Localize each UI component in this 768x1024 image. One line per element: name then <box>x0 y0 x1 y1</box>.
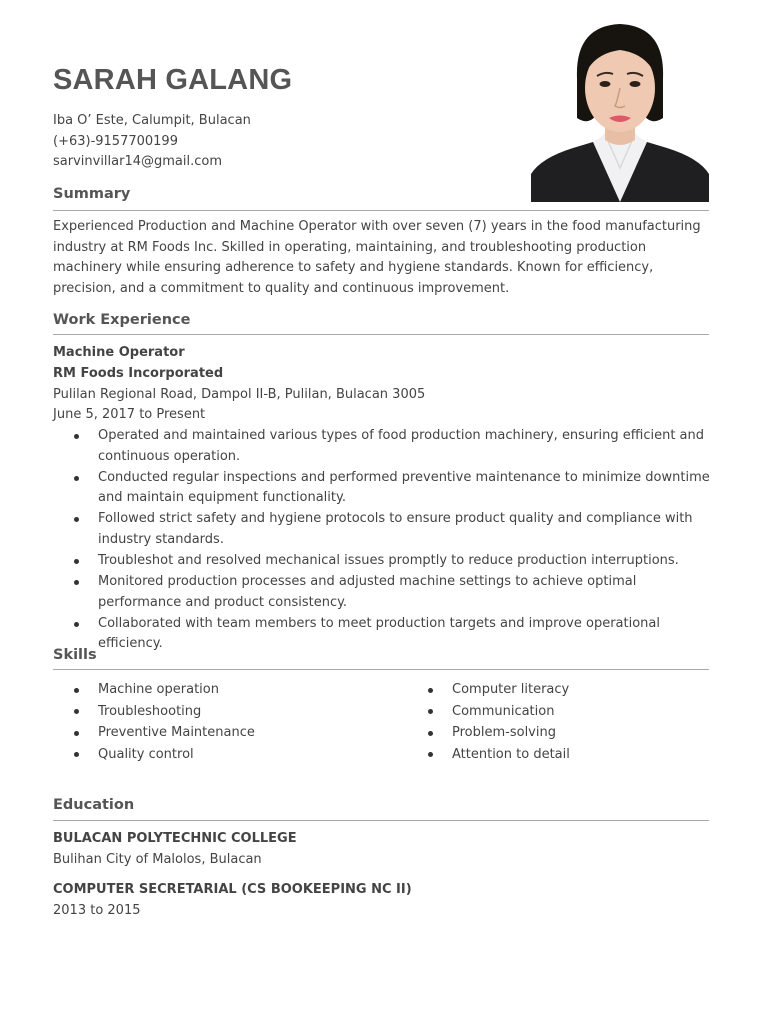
bullet-icon <box>74 688 79 693</box>
education-entry-school <box>53 829 297 871</box>
summary-text: Experienced Production and Machine Operator with over seven (7) years in the food manufacturing industry at RM Foods Inc. Skilled in operating, maintaining, and troubleshooting production machinery while ensuring adherence to safety and hygiene standards. Known for efficiency, precision, and a commitment to quality and continuous improvement. <box>53 219 701 296</box>
list-item: Conducted regular inspections and performed preventive maintenance to minimize downtime and maintain equipment functionality. <box>74 468 719 509</box>
bullet-icon <box>74 559 79 564</box>
profile-photo <box>531 18 709 202</box>
list-item: Computer literacy <box>428 679 570 701</box>
list-item: Quality control <box>74 744 255 766</box>
bullet-icon <box>74 580 79 585</box>
list-item: Operated and maintained various types of food production machinery, ensuring efficient and continuous operation. <box>74 426 719 467</box>
company-location: Pulilan Regional Road, Dampol II-B, Pulilan, Bulacan 3005 <box>53 386 426 402</box>
candidate-name: SARAH GALANG <box>53 64 293 96</box>
work-experience-heading: Work Experience <box>53 312 191 328</box>
skills-heading: Skills <box>53 647 97 663</box>
list-item: Preventive Maintenance <box>74 722 255 744</box>
skills-divider <box>53 669 709 670</box>
bullet-icon <box>428 709 433 714</box>
bullet-icon <box>428 731 433 736</box>
list-item: Monitored production processes and adjusted machine settings to achieve optimal performance and product consistency. <box>74 572 719 613</box>
phone: (+63)-9157700199 <box>53 133 178 149</box>
course-years: 2013 to 2015 <box>53 902 141 918</box>
job-details <box>53 343 425 426</box>
bullet-icon <box>74 752 79 757</box>
school-name: BULACAN POLYTECHNIC COLLEGE <box>53 831 297 846</box>
education-divider <box>53 820 709 821</box>
address: Iba O’ Este, Calumpit, Bulacan <box>53 113 251 128</box>
school-location: Bulihan City of Malolos, Bulacan <box>53 851 262 867</box>
job-dates: June 5, 2017 to Present <box>53 407 206 423</box>
bullet-icon <box>428 688 433 693</box>
bullet-icon <box>74 709 79 714</box>
education-heading: Education <box>53 797 135 813</box>
list-item: Followed strict safety and hygiene protocols to ensure product quality and compliance with industry standards. <box>74 509 719 550</box>
job-title: Machine Operator <box>53 345 185 360</box>
bullet-icon <box>74 517 79 522</box>
list-item: Attention to detail <box>428 744 570 766</box>
course-name: COMPUTER SECRETARIAL (CS BOOKEEPING NC II) <box>53 882 412 897</box>
bullet-icon <box>74 731 79 736</box>
list-item: Collaborated with team members to meet production targets and improve operational efficiency. <box>74 614 719 655</box>
bullet-icon <box>428 752 433 757</box>
list-item: Troubleshooting <box>74 701 255 723</box>
list-item: Machine operation <box>74 679 255 701</box>
email: sarvinvillar14@gmail.com <box>53 154 223 169</box>
work-experience-divider <box>53 334 709 335</box>
skills-list-left <box>74 679 255 765</box>
education-entry-course <box>53 880 412 922</box>
list-item: Troubleshot and resolved mechanical issues promptly to reduce production interruptions. <box>74 551 719 572</box>
skills-list-right <box>428 679 570 765</box>
bullet-icon <box>74 622 79 627</box>
bullet-icon <box>74 476 79 481</box>
list-item: Problem-solving <box>428 722 570 744</box>
company-name: RM Foods Incorporated <box>53 365 224 381</box>
summary-divider <box>53 210 709 211</box>
job-responsibilities-list <box>74 426 719 656</box>
contact-info <box>53 111 251 173</box>
summary-heading: Summary <box>53 186 131 202</box>
bullet-icon <box>74 434 79 439</box>
list-item: Communication <box>428 701 570 723</box>
